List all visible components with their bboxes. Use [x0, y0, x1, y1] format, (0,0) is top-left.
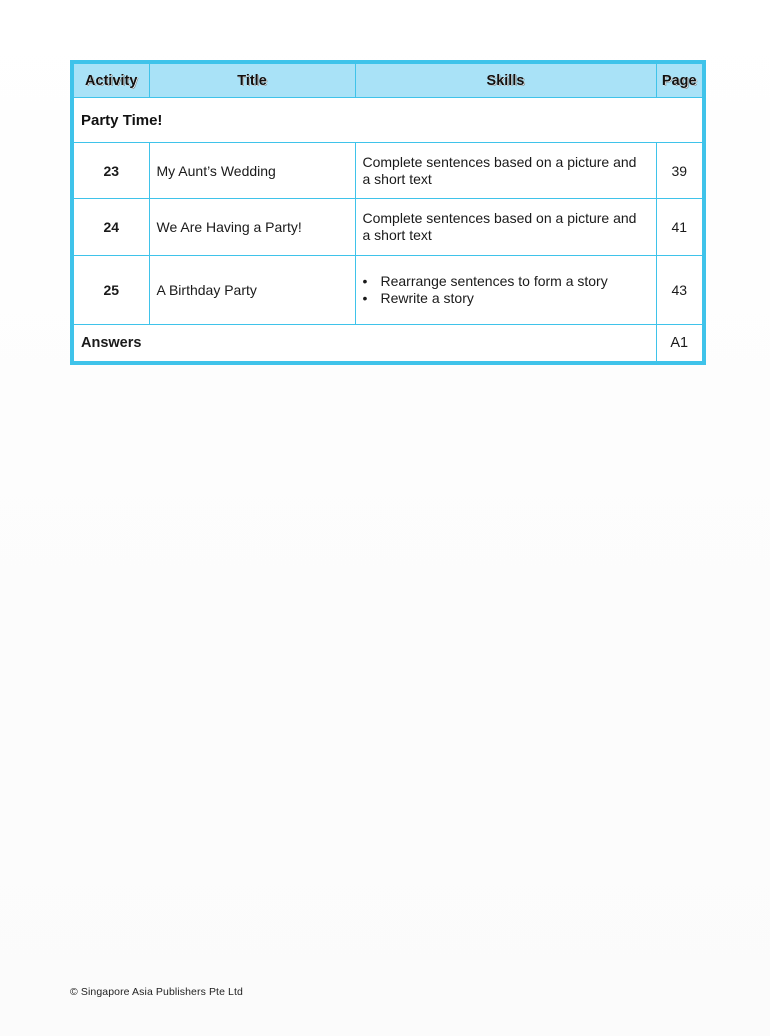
- activity-number: 23: [74, 143, 149, 199]
- skill-text: Rearrange sentences to form a story: [380, 273, 608, 289]
- list-item: [363, 273, 648, 290]
- answers-page: A1: [656, 325, 702, 362]
- table-row: [74, 143, 702, 199]
- answers-row: [74, 325, 702, 362]
- contents-table: [70, 60, 706, 365]
- activity-title: A Birthday Party: [149, 256, 355, 325]
- activity-skills: [355, 256, 656, 325]
- table-row: [74, 199, 702, 256]
- bullet-icon: •: [362, 290, 368, 306]
- skills-list: [363, 273, 648, 307]
- section-title: Party Time!: [74, 98, 702, 143]
- section-row: [74, 98, 702, 143]
- answers-label: Answers: [74, 325, 656, 362]
- table-row: [74, 256, 702, 325]
- list-item: [363, 290, 648, 307]
- header-title: Title: [149, 64, 355, 98]
- activity-number: 24: [74, 199, 149, 256]
- activity-page: 39: [656, 143, 702, 199]
- header-page: Page: [656, 64, 702, 98]
- copyright-footer: © Singapore Asia Publishers Pte Ltd: [70, 986, 243, 998]
- skill-text: Rewrite a story: [380, 290, 474, 306]
- activity-title: We Are Having a Party!: [149, 199, 355, 256]
- activity-page: 41: [656, 199, 702, 256]
- activity-number: 25: [74, 256, 149, 325]
- header-skills: Skills: [355, 64, 656, 98]
- contents-grid: [74, 64, 702, 361]
- activity-skills: Complete sentences based on a picture and a short text: [355, 199, 656, 256]
- table-header-row: [74, 64, 702, 98]
- activity-skills: Complete sentences based on a picture and a short text: [355, 143, 656, 199]
- header-activity: Activity: [74, 64, 149, 98]
- activity-page: 43: [656, 256, 702, 325]
- activity-title: My Aunt’s Wedding: [149, 143, 355, 199]
- bullet-icon: •: [362, 273, 368, 289]
